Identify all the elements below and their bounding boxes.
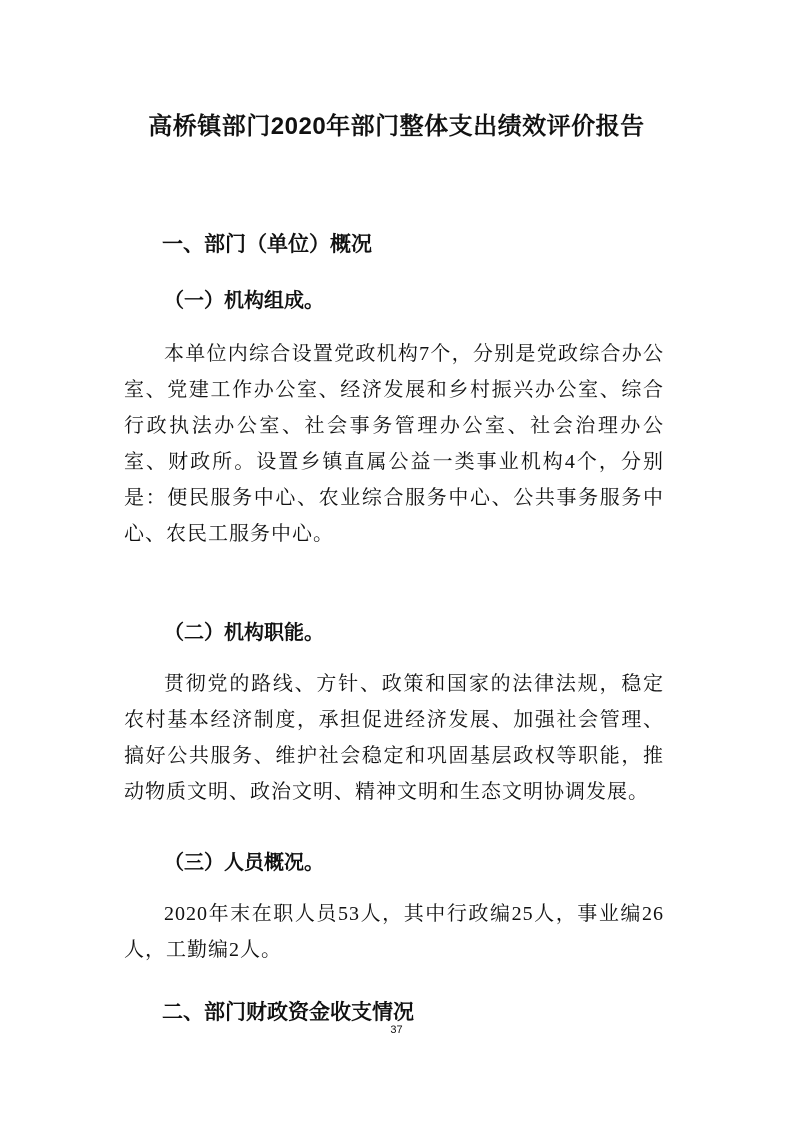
subsection-1-paragraph: 本单位内综合设置党政机构7个，分别是党政综合办公室、党建工作办公室、经济发展和乡村振兴办公室、综合行政执法办公室、社会事务管理办公室、社会治理办公室、财政所。设置乡镇直属公益一类事业机构4个，分别是：便民服务中心、农业综合服务中心、公共事务服务中心、农民工服务中心。: [124, 343, 664, 545]
subsection-2-heading: （二）机构职能。: [164, 622, 324, 644]
page-number: 37: [390, 1024, 403, 1036]
document-title: 高桥镇部门2020年部门整体支出绩效评价报告: [148, 113, 645, 140]
section-2-heading: 二、部门财政资金收支情况: [162, 1001, 414, 1024]
subsection-3-heading: （三）人员概况。: [164, 852, 324, 874]
subsection-1-heading: （一）机构组成。: [164, 290, 324, 312]
section-1-heading: 一、部门（单位）概况: [162, 233, 372, 256]
subsection-2-paragraph: 贯彻党的路线、方针、政策和国家的法律法规，稳定农村基本经济制度，承担促进经济发展、加强社会管理、搞好公共服务、维护社会稳定和巩固基层政权等职能，推动物质文明、政治文明、精神文明和生态文明协调发展。: [124, 673, 664, 803]
subsection-3-paragraph: 2020年末在职人员53人，其中行政编25人，事业编26人，工勤编2人。: [124, 903, 664, 961]
